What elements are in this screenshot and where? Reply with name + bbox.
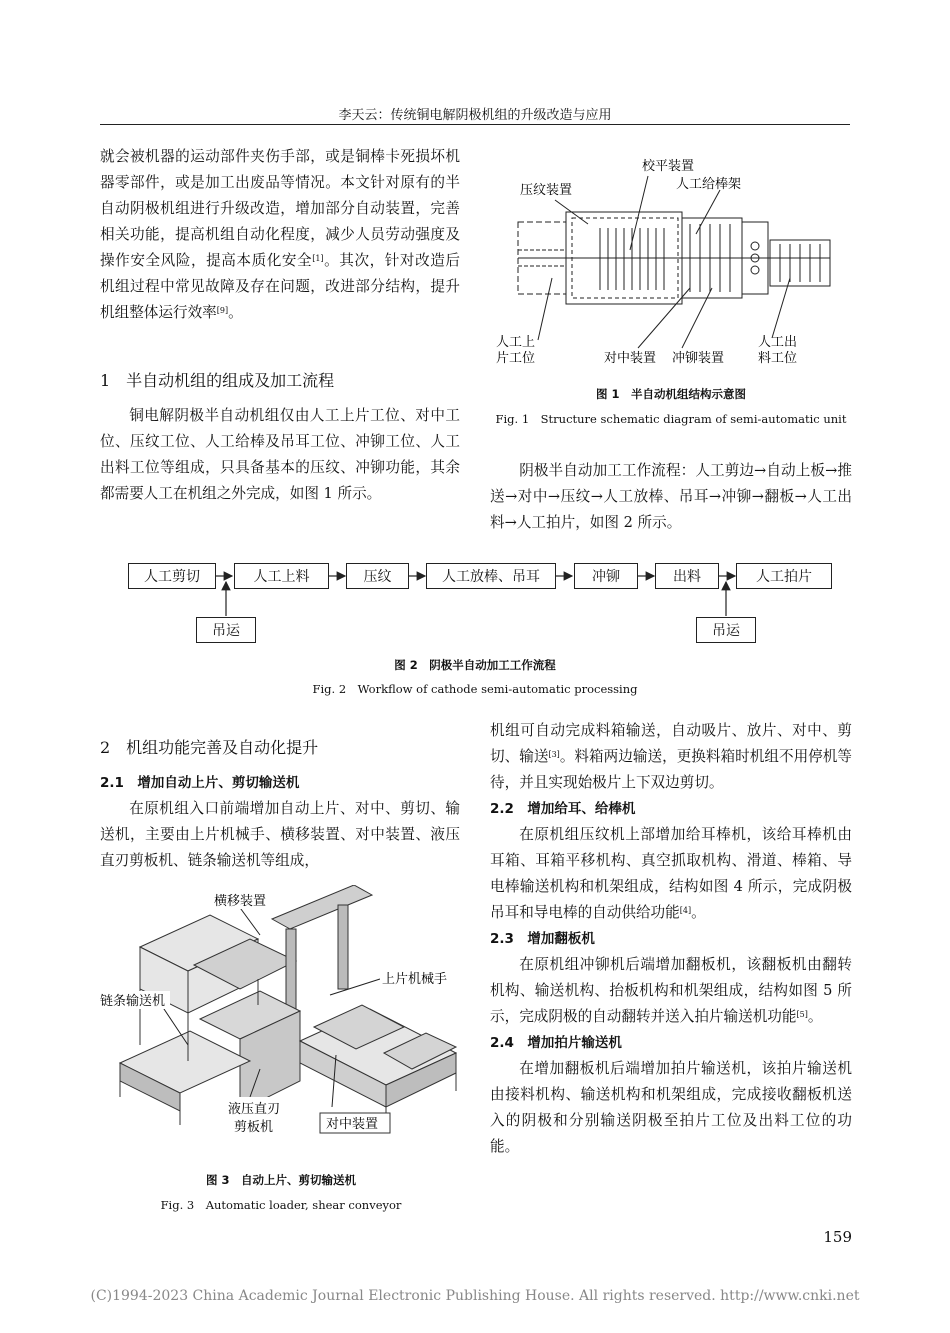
fig3-label-hengyi: 横移装置: [214, 894, 267, 909]
section-2-1-paragraph: 在原机组入口前端增加自动上片、对中、剪切、输送机，主要由上片机械手、横移装置、对中装置、液压直刃剪板机、链条输送机等组成，: [100, 800, 460, 869]
fig1-label-chuliao-2: 料工位: [758, 351, 798, 366]
section-1-paragraph: 铜电解阴极半自动机组仅由人工上片工位、对中工位、压纹工位、人工给棒及吊耳工位、冲铆工位、人工出料工位等组成，只具备基本的压纹、冲铆功能，其余都需要人工在机组之外完成，如图 1 所示。: [100, 407, 460, 502]
section-2-1-continuation: [490, 718, 852, 796]
section-2-3-text: 在原机组冲铆机后端增加翻板机，该翻板机由翻转机构、输送机构、抬板机构和机架组成，结构如图 5 所示，完成阴极的自动翻转并送入拍片输送机功能: [490, 956, 852, 1025]
section-2-1-block: [100, 770, 460, 874]
section-2-1-cont-tail: 。料箱两边输送，更换料箱时机组不用停机等待，并且实现始极片上下双边剪切。: [490, 748, 852, 791]
right-flow-block: [490, 458, 852, 536]
intro-text-tail: 。其次，针对改造后机组过程中常见故障及存在问题，改进部分结构，提升机组整体运行效率: [100, 252, 460, 321]
citation-ref: [3]: [548, 750, 560, 759]
flow-box-diaoyun-1: 吊运: [196, 617, 256, 643]
citation-ref: [5]: [796, 1010, 808, 1019]
section-2-1-heading: 2.1 增加自动上片、剪切输送机: [100, 775, 300, 791]
fig3-label-duizhong: 对中装置: [326, 1117, 379, 1132]
figure-3-caption-cn: 图 3 自动上片、剪切输送机: [205, 1173, 356, 1187]
figure-3-machine-drawing: [100, 885, 462, 1147]
section-2-1-cont-text: 机组可自动完成料箱输送，自动吸片、放片、对中、剪切、输送: [490, 722, 852, 765]
figure-1-caption-cn: 图 1 半自动机组结构示意图: [595, 387, 746, 401]
section-2-2-end: 。: [691, 904, 706, 921]
right-section-2-block: [490, 718, 852, 1160]
fig1-label-geibangjia: 人工给棒架: [676, 177, 742, 192]
page-number: 159: [823, 1228, 852, 1246]
intro-paragraph: [100, 144, 460, 326]
fig3-label-yeya-2: 剪板机: [234, 1120, 274, 1135]
section-2-2-heading: 2.2 增加给耳、给棒机: [490, 801, 636, 817]
fig3-label-shangpian-jixieshou: 上片机械手: [382, 972, 448, 987]
section-2-4-heading: 2.4 增加拍片输送机: [490, 1035, 622, 1051]
flow-box-rengong-shangliao: 人工上料: [234, 563, 329, 589]
fig3-label-liantiao: 链条输送机: [100, 994, 166, 1009]
fig1-label-shangpian-2: 片工位: [496, 351, 536, 366]
header-rule: [100, 124, 850, 125]
section-2-3-heading: 2.3 增加翻板机: [490, 931, 595, 947]
citation-ref: [1]: [312, 254, 324, 263]
figure-2-caption-en: Fig. 2 Workflow of cathode semi-automatic processing: [312, 682, 638, 696]
fig1-label-yawen: 压纹装置: [520, 183, 573, 198]
flow-box-diaoyun-2: 吊运: [696, 617, 756, 643]
fig1-label-chongmao: 冲铆装置: [672, 351, 725, 366]
figure-1-caption-en: Fig. 1 Structure schematic diagram of semi-automatic unit: [495, 412, 847, 426]
fig1-label-jiaoping: 校平装置: [642, 159, 695, 174]
section-2-3-end: 。: [807, 1008, 823, 1025]
section-1-body: [100, 403, 460, 507]
figure-2-caption-cn: 图 2 阴极半自动加工工作流程: [394, 658, 556, 672]
intro-text-end: 。: [228, 304, 243, 321]
fig1-label-duizhong: 对中装置: [604, 351, 657, 366]
fig3-label-yeya-1: 液压直刃: [228, 1102, 281, 1117]
running-header: 李天云：传统铜电解阴极机组的升级改造与应用: [338, 108, 612, 123]
section-2-heading: 2 机组功能完善及自动化提升: [100, 738, 319, 757]
citation-ref: [4]: [679, 906, 692, 915]
figure-1-diagram: [490, 150, 852, 372]
citation-ref: [9]: [216, 306, 229, 315]
fig1-label-chuliao-1: 人工出: [758, 335, 798, 350]
section-2-3-paragraph: [490, 952, 852, 1030]
intro-text: 就会被机器的运动部件夹伤手部，或是铜棒卡死损坏机器零部件，或是加工出废品等情况。本文针对原有的半自动阴极机组进行升级改造，增加部分自动装置，完善相关功能，提高机组自动化程度，减少人员劳动强度及操作安全风险，提高本质化安全: [100, 148, 460, 269]
left-intro-block: [100, 144, 460, 326]
flow-box-rengong-jianqie: 人工剪切: [128, 563, 216, 589]
flow-box-chuliao: 出料: [655, 563, 719, 589]
figure-3-caption-en: Fig. 3 Automatic loader, shear conveyor: [160, 1198, 402, 1212]
section-2-4-paragraph: 在增加翻板机后端增加拍片输送机，该拍片输送机由接料机构、输送机构和机架组成，完成接收翻板机送入的阴极和分别输送阴极至拍片工位及出料工位的功能。: [490, 1060, 852, 1155]
fig1-label-shangpian-1: 人工上: [496, 335, 536, 350]
flow-box-yawen: 压纹: [346, 563, 409, 589]
section-2-2-paragraph: [490, 822, 852, 926]
copyright-footer: (C)1994-2023 China Academic Journal Electronic Publishing House. All rights reserved. http://www.cnki.net: [90, 1288, 860, 1304]
flow-box-rengong-paipian: 人工拍片: [736, 563, 832, 589]
section-1-heading: 1 半自动机组的组成及加工流程: [100, 371, 335, 390]
flow-paragraph: 阴极半自动加工工作流程：人工剪边→自动上板→推送→对中→压纹→人工放棒、吊耳→冲铆→翻板→人工出料→人工拍片，如图 2 所示。: [490, 462, 852, 531]
flow-box-fangbang-diaoer: 人工放棒、吊耳: [426, 563, 556, 589]
flow-box-chongmao: 冲铆: [574, 563, 638, 589]
section-2-2-text: 在原机组压纹机上部增加给耳棒机，该给耳棒机由耳箱、耳箱平移机构、真空抓取机构、滑道、棒箱、导电棒输送机构和机架组成，结构如图 4 所示，完成阴极吊耳和导电棒的自动供给功能: [490, 826, 852, 921]
